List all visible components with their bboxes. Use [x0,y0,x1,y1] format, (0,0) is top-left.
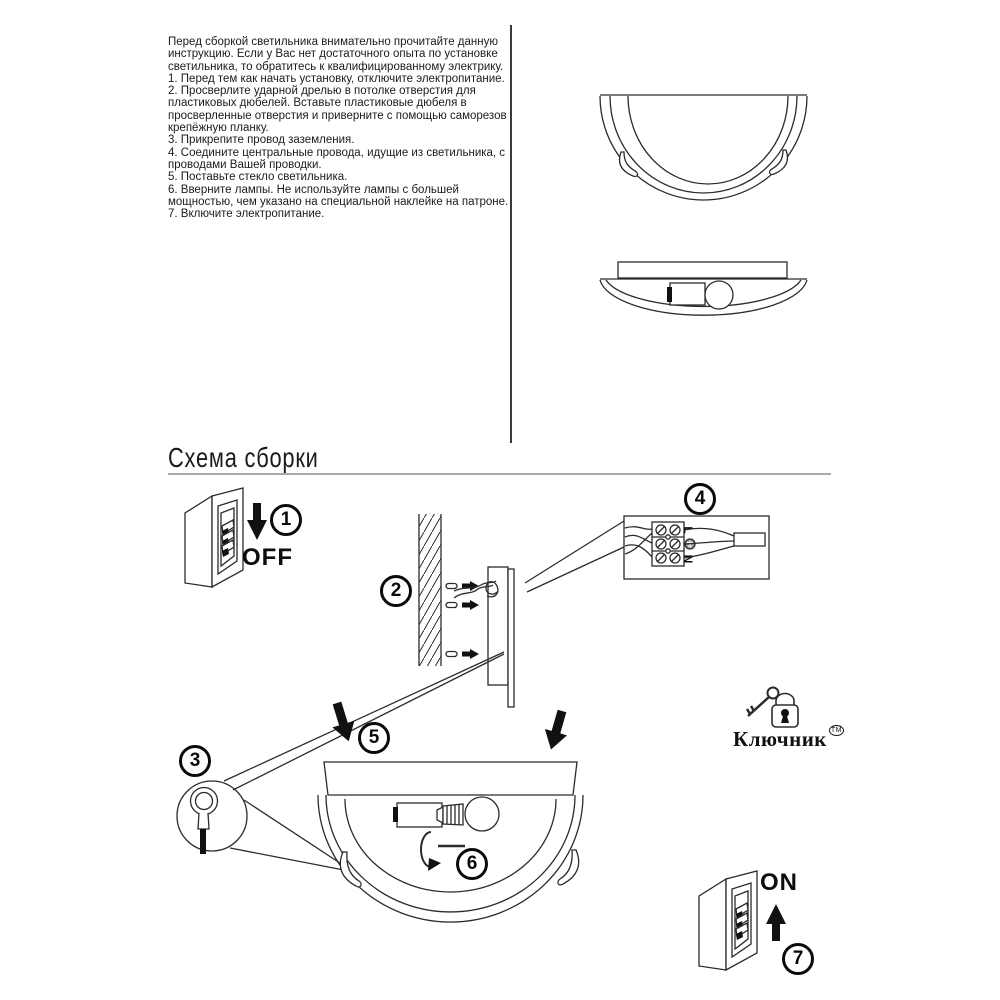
light-bulb [465,797,499,831]
step2-wall-mounting [419,514,514,707]
instruction-step-4: 4. Соедините центральные провода, идущие из светильника, с проводами Вашей проводки. [168,146,506,171]
lamp-front-view [600,95,807,200]
terminal-neutral-label: N [681,554,695,564]
instruction-step-2: 2. Просверлите ударной дрелью в потолке отверстия для пластиковых дюбелей. Вставьте пластиковые дюбеля в просверленные отверстия и приверните с помощью саморезов крепёжную планку. [168,85,507,135]
screw-row [446,649,479,659]
instruction-step-3: 3. Прикрепите провод заземления. [168,134,355,147]
lamp-side-view [600,262,807,315]
section-title: Схема сборки [168,442,319,473]
step-marker-4: 4 [684,483,716,515]
down-arrow-icon [326,700,360,745]
step-marker-2: 2 [380,575,412,607]
glass-clip [340,852,361,887]
callout-lines-terminal [525,521,624,592]
brand-name [733,727,843,752]
screw-row [446,581,479,591]
step-marker-5: 5 [358,722,390,754]
screw-row [446,600,479,610]
wall-hatch [419,514,441,666]
cable-end [734,533,765,546]
fixture-bar [324,762,577,795]
step-marker-7: 7 [782,943,814,975]
trademark-badge: TM [830,727,843,734]
step4-terminal-block [624,516,769,579]
instructions-intro: Перед сборкой светильника внимательно прочитайте данную инструкцию. Если у Вас нет достаточного опыта по установке светильника, то обратитесь к квалифицированному электрику. [168,36,504,73]
instruction-step-7: 7. Включите электропитание. [168,208,325,221]
brand-name-text: Ключник [733,727,827,751]
lamp-holder [397,803,442,827]
down-arrow-icon [540,708,573,753]
down-arrow-icon [247,503,267,540]
brand-key-lock-icon [747,688,798,728]
instruction-step-5: 5. Поставьте стекло светильника. [168,171,348,184]
on-label: ON [760,869,798,896]
step5-fixture [318,762,583,922]
up-arrow-icon [766,904,786,941]
off-label: OFF [242,544,293,571]
terminal-live-label: L [681,526,695,534]
ground-wire [200,829,206,854]
glass-clip [558,850,579,885]
step-marker-1: 1 [270,504,302,536]
instruction-step-1: 1. Перед тем как начать установку, отключите электропитание. [168,72,505,85]
step-marker-6: 6 [456,848,488,880]
step1-switch-off [185,488,267,587]
step-marker-3: 3 [179,745,211,777]
callout-lines-clip [230,800,349,871]
mounting-plate [488,567,508,685]
instruction-step-6: 6. Вверните лампы. Не используйте лампы с большей мощностью, чем указано на специальной наклейке на патроне. [168,183,509,208]
